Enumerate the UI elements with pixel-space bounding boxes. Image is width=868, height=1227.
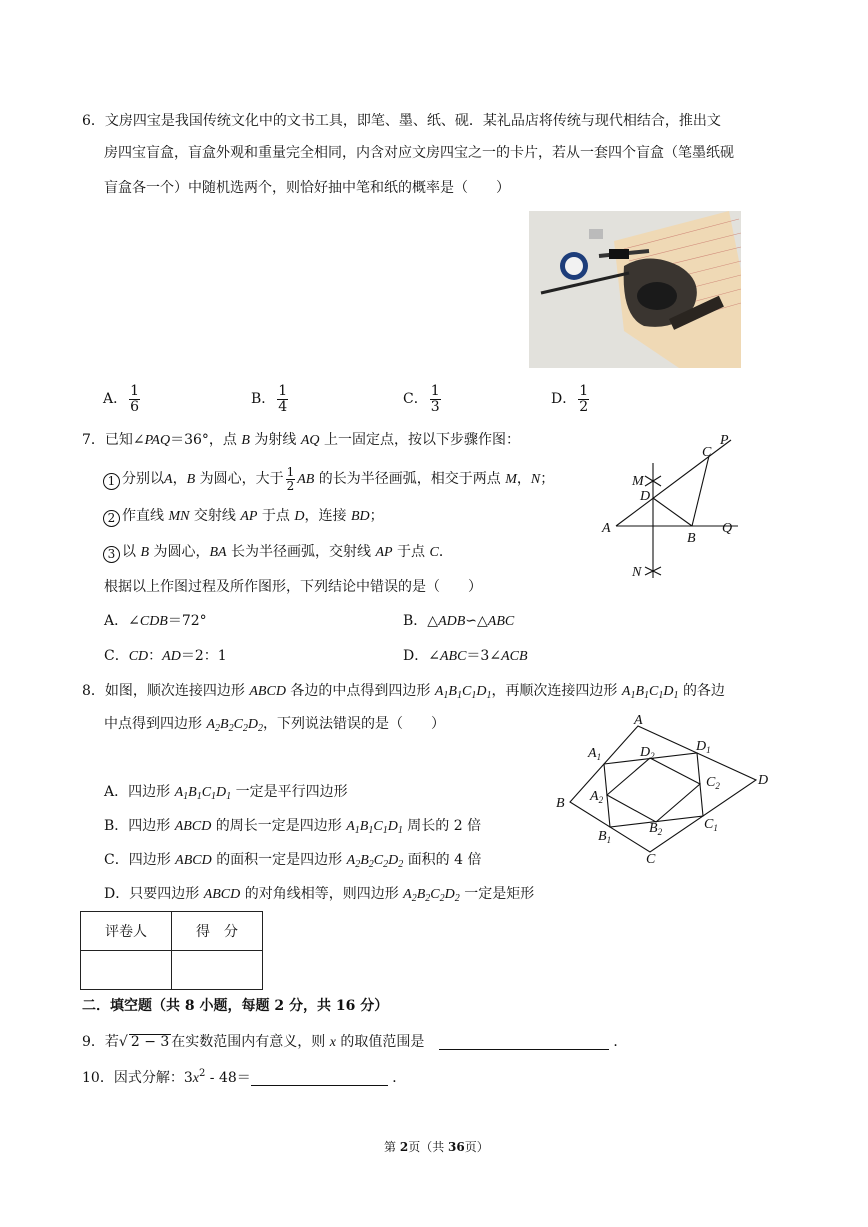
- label-b: B: [687, 531, 696, 546]
- label-c1: $C_1$: [704, 817, 718, 833]
- label-b: B: [556, 796, 565, 811]
- grader-cell[interactable]: [81, 951, 172, 990]
- q10: 10．因式分解：$3x^2 - 48=$ ．: [82, 1068, 407, 1086]
- four-treasures-illustration: [529, 211, 741, 368]
- q7-option-d[interactable]: D．∠ABC＝3∠ACB: [403, 648, 528, 664]
- four-treasures-photo: [529, 211, 741, 368]
- q6-line2: 房四宝盲盒，盲盒外观和重量完全相同，内含对应文房四宝之一的卡片，若从一套四个盲盒（笔墨纸砚: [104, 145, 734, 161]
- option-label: D．: [551, 391, 577, 408]
- quad-a1b1c1d1: [604, 753, 703, 827]
- label-c: C: [702, 445, 712, 460]
- q7-option-c[interactable]: C．CD：AD＝2：1: [104, 648, 227, 664]
- score-header: 得 分: [172, 912, 263, 951]
- q7-geometry-figure: [596, 428, 746, 588]
- q7-option-a[interactable]: A．∠CDB＝72°: [104, 613, 207, 629]
- q8-line1: 8．如图，顺次连接四边形 ABCD 各边的中点得到四边形 $A_1B_1C_1D_1$，再顺次连接四边形 $A_1B_1C_1D_1$ 的各边: [82, 683, 725, 701]
- label-d2: $D_2$: [640, 745, 655, 761]
- option-label: A．: [103, 391, 128, 408]
- q8-line2: 中点得到四边形 $A_2B_2C_2D_2$，下列说法错误的是（ ）: [104, 716, 446, 734]
- q9: 9．若√ 2 − 3 在实数范围内有意义，则 x 的取值范围是 ．: [82, 1034, 628, 1050]
- q7-stem: 7．已知∠PAQ＝36°，点 B 为射线 AQ 上一固定点，按以下步骤作图：: [82, 432, 520, 448]
- fraction-denominator: 4: [278, 398, 288, 415]
- q8-option-c[interactable]: C．四边形 ABCD 的面积一定是四边形 $A_2B_2C_2D_2$ 面积的 4 倍: [104, 852, 482, 870]
- q7-option-b[interactable]: B．△ADB∽△ABC: [403, 613, 515, 629]
- q8-quadrilateral-figure: [550, 712, 780, 867]
- q6-line3: 盲盒各一个）中随机选两个，则恰好抽中笔和纸的概率是（ ）: [104, 180, 510, 196]
- label-p: P: [720, 433, 729, 448]
- q7-step2: 2 作直线 MN 交射线 AP 于点 D，连接 BD；: [103, 509, 384, 527]
- fraction-numerator: 1: [130, 383, 140, 399]
- label-n: N: [632, 565, 642, 580]
- label-a: A: [602, 521, 611, 536]
- option-label: C．: [403, 391, 428, 408]
- q6-option-c[interactable]: [403, 384, 443, 414]
- label-b1: $B_1$: [598, 829, 612, 845]
- q7-step1: 1 分别以A，B 为圆心，大于 $\frac{1}{2}$ AB 的长为半径画弧，相交于两点 M，N；: [103, 466, 554, 492]
- label-a: A: [634, 713, 643, 728]
- label-c: C: [646, 852, 656, 867]
- q7-step3: 3 以 B 为圆心，BA 长为半径画弧，交射线 AP 于点 C．: [103, 545, 453, 563]
- label-m: M: [632, 474, 644, 489]
- quad-a2b2c2d2: [607, 758, 700, 822]
- option-label: B．: [251, 391, 276, 408]
- q8-option-d[interactable]: D．只要四边形 ABCD 的对角线相等，则四边形 $A_2B_2C_2D_2$ 一定是矩形: [104, 886, 535, 904]
- q10-answer-blank[interactable]: [251, 1071, 388, 1086]
- q6-option-d[interactable]: [551, 384, 591, 414]
- q6-line1: 6．文房四宝是我国传统文化中的文书工具，即笔、墨、纸、砚．某礼品店将传统与现代相结合，推出文: [82, 113, 721, 129]
- fraction-denominator: 3: [430, 398, 440, 415]
- label-c2: $C_2$: [706, 775, 720, 791]
- q6-option-b[interactable]: [251, 384, 290, 414]
- label-b2: $B_2$: [649, 821, 663, 837]
- q9-answer-blank[interactable]: [439, 1035, 609, 1050]
- score-cell[interactable]: [172, 951, 263, 990]
- segment-bd: [653, 498, 692, 526]
- section2-title: 二．填空题（共 8 小题，每题 2 分，共 16 分）: [82, 998, 389, 1014]
- label-d: D: [640, 489, 651, 504]
- fraction-numerator: 1: [579, 383, 589, 399]
- fraction-numerator: 1: [430, 383, 440, 399]
- score-table: [80, 911, 263, 990]
- label-a1: $A_1$: [588, 746, 602, 762]
- fraction-denominator: 2: [579, 398, 589, 415]
- q7-prompt: 根据以上作图过程及所作图形，下列结论中错误的是（ ）: [104, 579, 482, 595]
- label-a2: $A_2$: [590, 789, 604, 805]
- label-q: Q: [722, 521, 733, 536]
- segment-bc: [692, 456, 709, 526]
- label-d: D: [758, 773, 769, 788]
- q8-option-b[interactable]: B．四边形 ABCD 的周长一定是四边形 $A_1B_1C_1D_1$ 周长的 2 倍: [104, 818, 482, 836]
- q8-option-a[interactable]: A．四边形 $A_1B_1C_1D_1$ 一定是平行四边形: [104, 784, 348, 802]
- page-footer: 第 2页（共 36页）: [384, 1140, 489, 1154]
- grader-header: 评卷人: [81, 912, 172, 951]
- fraction-numerator: 1: [278, 383, 288, 399]
- q6-option-a[interactable]: [103, 384, 142, 414]
- label-d1: $D_1$: [696, 739, 711, 755]
- fraction-denominator: 6: [130, 398, 140, 415]
